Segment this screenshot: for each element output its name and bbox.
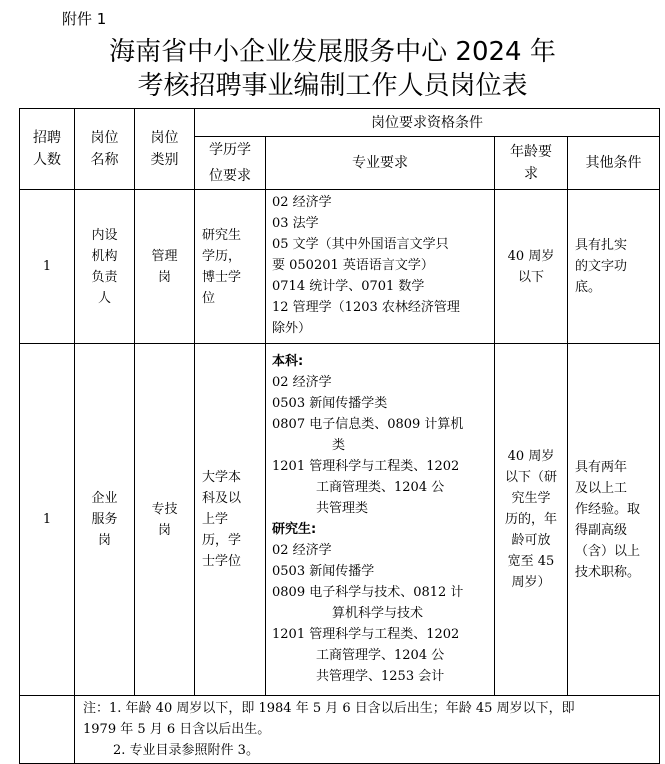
cell-age — [495, 344, 568, 696]
major-line: 05 文学（其中外国语言文学只 — [272, 237, 449, 252]
cell-count: 1 — [20, 344, 75, 696]
cell-line: 具有两年 — [575, 459, 628, 475]
cell-line: 专技 — [151, 501, 178, 517]
major-line: 0809 电子科学与技术、0812 计 — [272, 584, 464, 600]
major-line: 0714 统计学、0701 数学 — [272, 279, 425, 294]
cell-line: 究生学 — [511, 491, 551, 506]
header-count — [20, 109, 75, 190]
cell-line: 周岁） — [511, 575, 551, 590]
cell-line: 岗 — [97, 533, 111, 548]
major-line: 类 — [332, 437, 346, 453]
header-text: 位要求 — [209, 168, 251, 184]
major-line: 02 经济学 — [272, 374, 332, 390]
major-line: 共管理类 — [316, 500, 369, 516]
cell-line: 机构 — [91, 248, 118, 264]
cell-line: 的文字功 — [575, 259, 628, 274]
header-text: 招聘 — [33, 130, 61, 146]
cell-line: 以下 — [517, 269, 544, 285]
cell-line: 科及以 — [202, 491, 242, 506]
notes-cell — [75, 696, 660, 764]
cell-education — [195, 344, 266, 696]
cell-line: 负责 — [91, 269, 118, 285]
major-line: 0503 新闻传播学 — [272, 563, 375, 579]
cell-line: 大学本 — [202, 470, 242, 485]
major-line: 12 管理学（1203 农林经济管理 — [272, 300, 460, 315]
cell-education — [195, 190, 266, 344]
cell-line: 得副高级 — [575, 522, 628, 538]
cell-line: 历的，年 — [504, 512, 557, 527]
cell-line: 以下（研 — [504, 470, 557, 485]
notes-row — [20, 696, 660, 764]
section-heading-postgrad: 研究生: — [272, 521, 317, 537]
cell-line: 博士学 — [202, 269, 242, 285]
cell-line: 位 — [202, 290, 216, 306]
major-line: 工商管理类、1204 公 — [316, 479, 445, 495]
header-text: 类别 — [150, 152, 179, 168]
note-line: 注：1. 年龄 40 周岁以下，即 1984 年 5 月 6 日含以后出生；年龄 45 周岁以下，即 — [83, 701, 575, 716]
cell-line: 历，学 — [202, 533, 242, 548]
cell-count: 1 — [20, 190, 75, 344]
cell-line: （含）以上 — [575, 543, 641, 559]
cell-line: 管理 — [151, 248, 178, 264]
header-requirements-group: 岗位要求资格条件 — [195, 109, 660, 137]
header-text: 人数 — [33, 152, 61, 168]
cell-line: 上学 — [202, 512, 229, 527]
header-text: 名称 — [90, 152, 119, 168]
cell-position-type — [135, 344, 195, 696]
header-text: 岗位 — [90, 130, 119, 146]
header-text: 岗位 — [150, 130, 179, 146]
major-line: 共管理学、1253 会计 — [316, 668, 445, 684]
notes-empty-cell — [20, 696, 75, 764]
cell-line: 岗 — [157, 269, 171, 285]
cell-line: 岗 — [157, 522, 171, 538]
cell-line: 具有扎实 — [575, 238, 628, 253]
cell-line: 40 周岁 — [507, 449, 555, 464]
cell-major — [266, 190, 495, 344]
cell-line: 底。 — [575, 280, 602, 295]
positions-table — [19, 108, 660, 764]
header-text: 求 — [524, 166, 538, 182]
cell-position-type — [135, 190, 195, 344]
header-education — [195, 137, 266, 190]
cell-line: 人 — [97, 290, 111, 306]
header-other: 其他条件 — [568, 137, 660, 190]
cell-other — [568, 190, 660, 344]
header-position-name — [75, 109, 135, 190]
major-line: 除外） — [272, 321, 312, 336]
major-line: 1201 管理科学与工程类、1202 — [272, 458, 460, 474]
attachment-label: 附件 1 — [62, 10, 107, 28]
cell-position-name — [75, 190, 135, 344]
cell-line: 研究生 — [202, 227, 242, 243]
cell-line: 龄可放 — [511, 533, 551, 548]
cell-line: 宽至 45 — [507, 554, 555, 569]
major-line: 1201 管理科学与工程类、1202 — [272, 626, 460, 642]
major-line: 0807 电子信息类、0809 计算机 — [272, 416, 464, 432]
cell-major — [266, 344, 495, 696]
cell-position-name — [75, 344, 135, 696]
cell-line: 作经验。取 — [575, 501, 641, 517]
cell-line: 及以上工 — [575, 480, 628, 496]
major-line: 02 经济学 — [272, 195, 332, 210]
major-line: 03 法学 — [272, 216, 319, 231]
table-row — [20, 190, 660, 344]
note-line: 2. 专业目录参照附件 3。 — [113, 743, 259, 758]
cell-line: 服务 — [91, 512, 118, 527]
document-title-line2: 考核招聘事业编制工作人员岗位表 — [137, 71, 528, 101]
cell-line: 学历， — [202, 248, 242, 264]
cell-line: 士学位 — [202, 554, 242, 569]
major-line: 算机科学与技术 — [332, 605, 424, 621]
header-text: 年龄要 — [510, 144, 552, 160]
major-line: 0503 新闻传播学类 — [272, 395, 388, 411]
major-line: 工商管理学、1204 公 — [316, 647, 445, 663]
cell-line: 40 周岁 — [507, 248, 555, 264]
header-position-type — [135, 109, 195, 190]
cell-line: 内设 — [91, 227, 118, 243]
cell-line: 技术职称。 — [575, 564, 641, 580]
cell-line: 企业 — [91, 491, 118, 506]
document-title-line1: 海南省中小企业发展服务中心 2024 年 — [109, 37, 556, 67]
note-line: 1979 年 5 月 6 日含以后出生。 — [83, 722, 271, 737]
section-heading-undergrad: 本科: — [272, 353, 304, 369]
cell-age — [495, 190, 568, 344]
major-line: 要 050201 英语语言文学） — [272, 258, 434, 273]
cell-other — [568, 344, 660, 696]
major-line: 02 经济学 — [272, 542, 332, 558]
table-row — [20, 344, 660, 696]
header-text: 学历学 — [209, 142, 251, 158]
header-age — [495, 137, 568, 190]
header-major: 专业要求 — [266, 137, 495, 190]
